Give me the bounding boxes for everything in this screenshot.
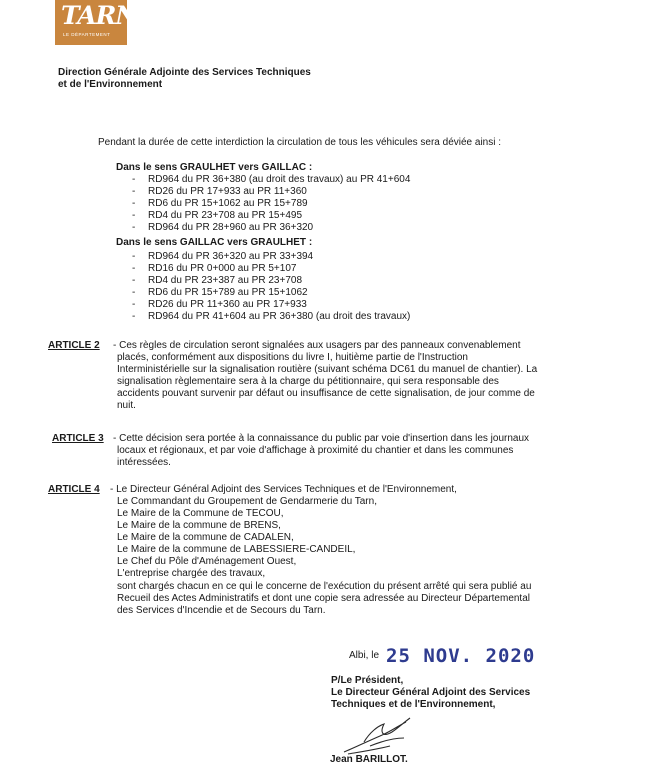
recipient: Le Maire de la commune de BRENS, xyxy=(117,520,281,531)
handwritten-signature xyxy=(340,712,420,758)
article-2-line: placés, conformément aux dispositions du livre I, huitième partie de l'Instruction xyxy=(117,352,468,363)
list-bullet: - xyxy=(132,311,136,322)
date-stamp: 25 NOV. 2020 xyxy=(386,645,536,667)
recipient: L'entreprise chargée des travaux, xyxy=(117,568,266,579)
recipient: Le Maire de la commune de LABESSIERE-CANDEIL, xyxy=(117,544,356,555)
signature-line-3: Techniques et de l'Environnement, xyxy=(331,699,496,710)
list-item: RD16 du PR 0+000 au PR 5+107 xyxy=(148,263,297,274)
article-2-line: Interministérielle sur la signalisation routière (suivant schéma DC61 du manuel de chantier). La xyxy=(117,364,538,375)
article-4-first-line: - Le Directeur Général Adjoint des Services Techniques et de l'Environnement, xyxy=(110,484,457,495)
article-3-label: ARTICLE 3 xyxy=(52,433,104,444)
list-bullet: - xyxy=(132,174,136,185)
list-bullet: - xyxy=(132,198,136,209)
logo-subtitle: LE DÉPARTEMENT xyxy=(63,32,111,37)
article-4-closing: sont chargés chacun en ce qui le concerne de l'exécution du présent arrêté qui sera publié au xyxy=(117,581,532,592)
recipient: Le Maire de la commune de CADALEN, xyxy=(117,532,294,543)
list-bullet: - xyxy=(132,275,136,286)
list-item: RD4 du PR 23+387 au PR 23+708 xyxy=(148,275,302,286)
signatory-name: Jean BARILLOT. xyxy=(330,754,408,765)
article-3-line: locaux et régionaux, et par voie d'affichage à proximité du chantier et dans les communes xyxy=(117,445,514,456)
route-heading-1: Dans le sens GRAULHET vers GAILLAC : xyxy=(116,162,313,173)
list-bullet: - xyxy=(132,263,136,274)
header-line-2: et de l'Environnement xyxy=(58,79,163,90)
tarn-logo xyxy=(55,0,138,45)
list-item: RD6 du PR 15+789 au PR 15+1062 xyxy=(148,287,308,298)
article-2-line: accidents pouvant survenir par défaut ou insuffisance de cette signalisation, de jour comme de xyxy=(117,388,535,399)
article-4-closing: Recueil des Actes Administratifs et dont une copie sera adressée au Directeur Départemental xyxy=(117,593,530,604)
intro-text: Pendant la durée de cette interdiction la circulation de tous les véhicules sera déviée ainsi : xyxy=(98,137,502,148)
list-bullet: - xyxy=(132,186,136,197)
recipient: Le Maire de la Commune de TECOU, xyxy=(117,508,284,519)
recipient: Le Commandant du Groupement de Gendarmerie du Tarn, xyxy=(117,496,377,507)
logo-word: TARN xyxy=(61,1,138,30)
article-3-line: - Cette décision sera portée à la connaissance du public par voie d'insertion dans les journaux xyxy=(113,433,530,444)
signature-line-1: P/Le Président, xyxy=(331,675,404,686)
list-bullet: - xyxy=(132,210,136,221)
signature-place: Albi, le xyxy=(349,650,380,661)
list-item: RD4 du PR 23+708 au PR 15+495 xyxy=(148,210,302,221)
list-item: RD6 du PR 15+1062 au PR 15+789 xyxy=(148,198,308,209)
article-2-line: signalisation règlementaire sera à la charge du pétitionnaire, qui sera responsable des xyxy=(117,376,499,387)
list-item: RD964 du PR 36+380 (au droit des travaux) au PR 41+604 xyxy=(148,174,411,185)
list-item: RD26 du PR 11+360 au PR 17+933 xyxy=(148,299,307,310)
article-2-label: ARTICLE 2 xyxy=(48,340,100,351)
list-bullet: - xyxy=(132,299,136,310)
recipient: Le Chef du Pôle d'Aménagement Ouest, xyxy=(117,556,297,567)
list-item: RD26 du PR 17+933 au PR 11+360 xyxy=(148,186,307,197)
route-heading-2: Dans le sens GAILLAC vers GRAULHET : xyxy=(116,237,313,248)
list-item: RD964 du PR 41+604 au PR 36+380 (au droit des travaux) xyxy=(148,311,411,322)
article-3-line: intéressées. xyxy=(117,457,171,468)
list-item: RD964 du PR 28+960 au PR 36+320 xyxy=(148,222,314,233)
article-2-line: nuit. xyxy=(117,400,136,411)
article-2-line: - Ces règles de circulation seront signalées aux usagers par des panneaux convenablement xyxy=(113,340,521,351)
list-item: RD964 du PR 36+320 au PR 33+394 xyxy=(148,251,314,262)
list-bullet: - xyxy=(132,287,136,298)
article-4-closing: des Services d'Incendie et de Secours du Tarn. xyxy=(117,605,326,616)
article-4-label: ARTICLE 4 xyxy=(48,484,100,495)
signature-line-2: Le Directeur Général Adjoint des Services xyxy=(331,687,531,698)
header-line-1: Direction Générale Adjointe des Services Techniques xyxy=(58,67,311,78)
list-bullet: - xyxy=(132,251,136,262)
list-bullet: - xyxy=(132,222,136,233)
